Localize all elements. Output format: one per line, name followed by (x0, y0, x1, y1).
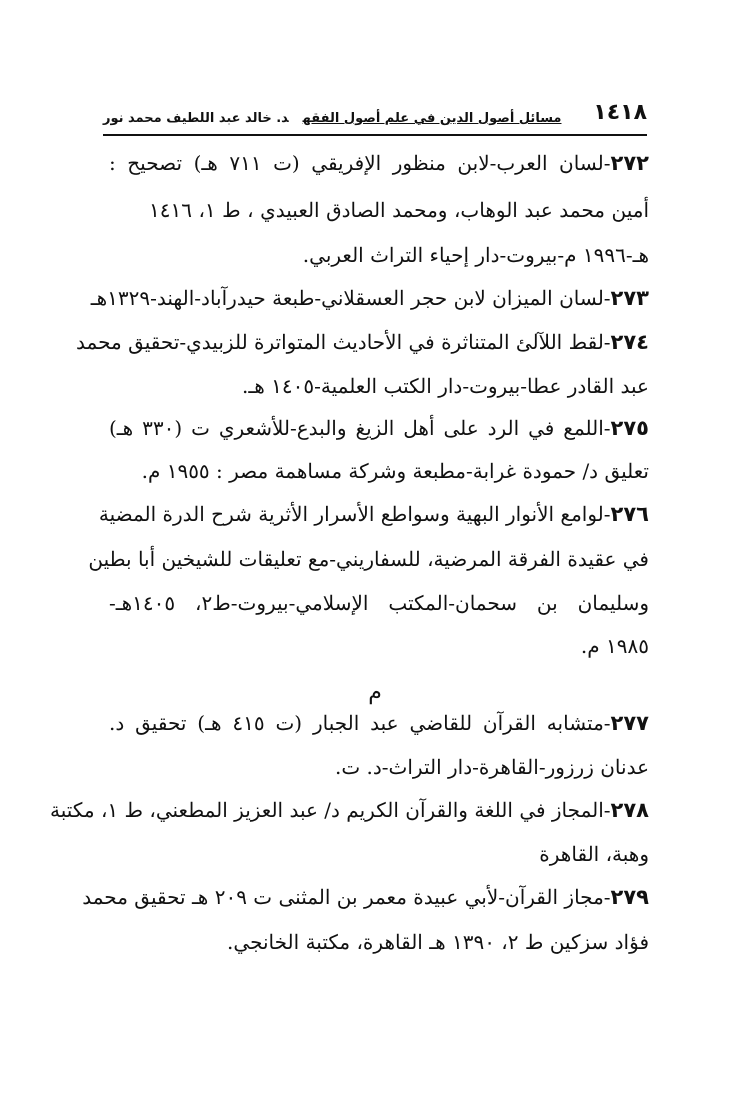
entry-line: وهبة، القاهرة (539, 842, 649, 866)
entry-line: عبد القادر عطا-بيروت-دار الكتب العلمية-١٤٠٥ هـ. (242, 374, 649, 398)
entry-line: ٢٧٥-اللمع في الرد على أهل الزيغ والبدع-للأشعري ت (٣٣٠ هـ) (109, 416, 649, 440)
entry-line: عدنان زرزور-القاهرة-دار التراث-د. ت. (334, 755, 649, 779)
entry-number: ٢٧٢ (610, 151, 649, 175)
running-title (103, 111, 561, 126)
entry-number: ٢٧٥ (610, 416, 649, 440)
entry-line: ٢٧٢-لسان العرب-لابن منظور الإفريقي (ت ٧١١ هـ) تصحيح : (109, 151, 649, 175)
entry-line: هـ-١٩٩٦ م-بيروت-دار إحياء التراث العربي. (302, 243, 649, 267)
entry-line: في عقيدة الفرقة المرضية، للسفاريني-مع تعليقات للشيخين أبا بطين (88, 547, 649, 571)
book-title: مسائل أصول الدين في علم أصول الفقه (302, 111, 562, 126)
entry-number: ٢٧٦ (610, 502, 649, 526)
entry-number: ٢٧٩ (610, 885, 649, 909)
entry-line: تعليق د/ حمودة غرابة-مطبعة وشركة مساهمة مصر : ١٩٥٥ م. (141, 459, 649, 483)
entry-number: ٢٧٧ (610, 711, 649, 735)
entry-line: أمين محمد عبد الوهاب، ومحمد الصادق العبيدي ، ط ١، ١٤١٦ (149, 198, 649, 222)
page-header (103, 100, 647, 136)
entry-line: ٢٧٧-متشابه القرآن للقاضي عبد الجبار (ت ٤١٥ هـ) تحقيق د. (109, 711, 649, 735)
entry-line: ٢٧٤-لقط اللآلئ المتناثرة في الأحاديث المتواترة للزبيدي-تحقيق محمد (76, 330, 649, 354)
author-name: د. خالد عبد اللطيف محمد نور (103, 111, 289, 126)
entry-line: ٢٧٦-لوامع الأنوار البهية وسواطع الأسرار الأثرية شرح الدرة المضية (98, 502, 649, 526)
entry-line: فؤاد سزكين ط ٢، ١٣٩٠ هـ القاهرة، مكتبة الخانجي. (227, 930, 649, 954)
entry-line: ٢٧٣-لسان الميزان لابن حجر العسقلاني-طبعة حيدرآباد-الهند-١٣٢٩هـ (90, 286, 649, 310)
entry-line: ٢٧٩-مجاز القرآن-لأبي عبيدة معمر بن المثنى ت ٢٠٩ هـ تحقيق محمد (82, 885, 649, 909)
page-number: ١٤١٨ (593, 100, 647, 125)
entry-number: ٢٧٣ (610, 286, 649, 310)
entry-line: ١٩٨٥ م. (580, 634, 649, 658)
entry-number: ٢٧٤ (610, 330, 649, 354)
section-letter: م (368, 680, 382, 705)
entry-number: ٢٧٨ (610, 798, 649, 822)
entry-line: ٢٧٨-المجاز في اللغة والقرآن الكريم د/ عبد العزيز المطعني، ط ١، مكتبة (50, 798, 649, 822)
entry-line: وسليمان بن سحمان-المكتب الإسلامي-بيروت-ط٢، ١٤٠٥هـ- (109, 591, 650, 615)
